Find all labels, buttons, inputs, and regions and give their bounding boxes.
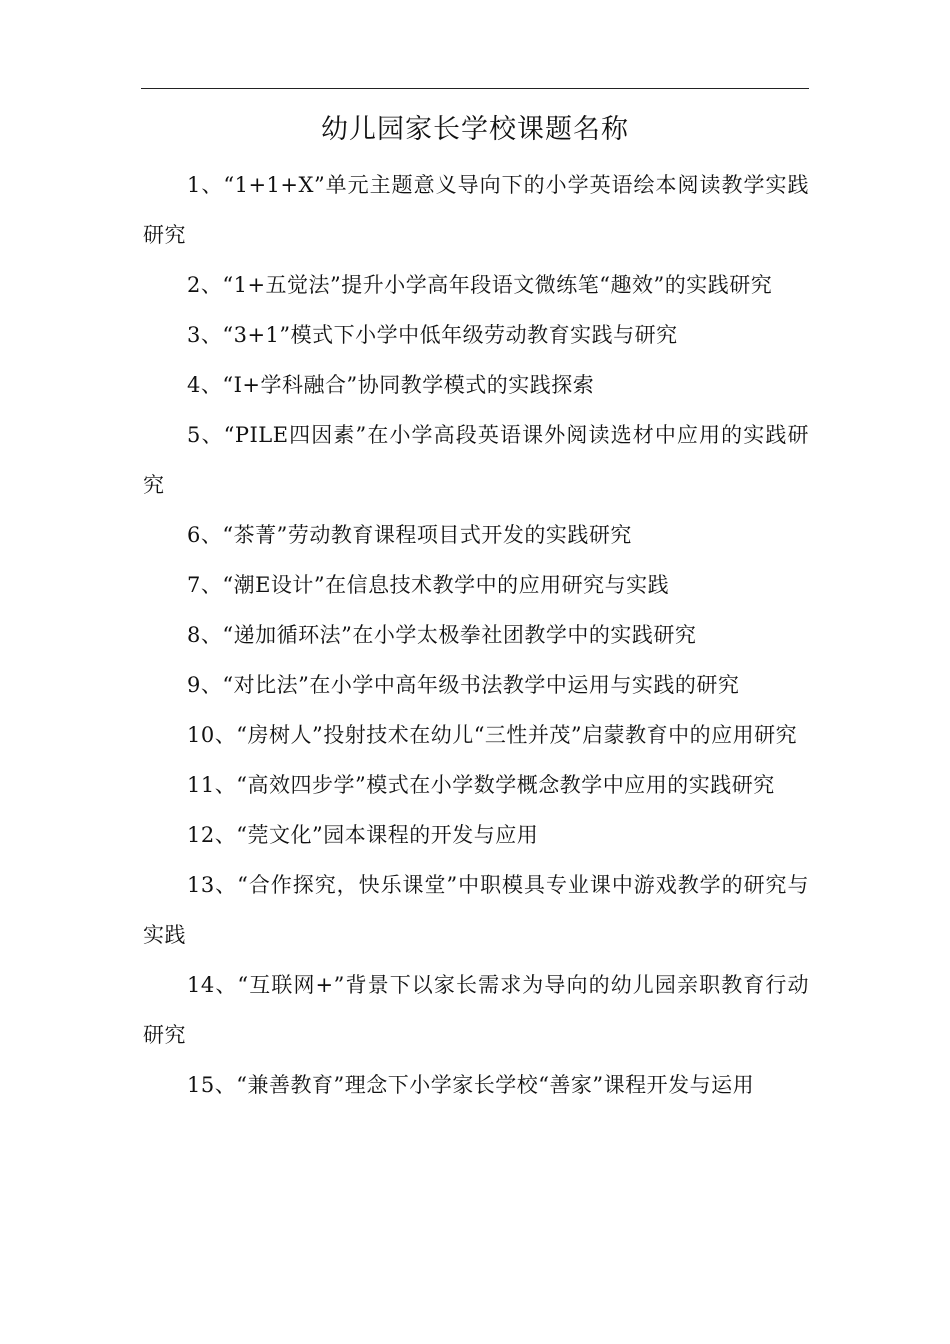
list-item: 12、“莞文化”园本课程的开发与应用 [187, 823, 539, 847]
list-item: 14、“互联网+”背景下以家长需求为导向的幼儿园亲职教育行动研究 [143, 973, 809, 1047]
list-item: 1、“1+1+X”单元主题意义导向下的小学英语绘本阅读教学实践研究 [143, 173, 809, 247]
list-item: 4、“I+学科融合”协同教学模式的实践探索 [187, 373, 595, 397]
list-item: 11、“高效四步学”模式在小学数学概念教学中应用的实践研究 [187, 773, 775, 797]
list-item: 2、“1+五觉法”提升小学高年段语文微练笔“趣效”的实践研究 [187, 273, 773, 297]
list-item: 6、“茶菁”劳动教育课程项目式开发的实践研究 [187, 523, 632, 547]
list-item: 9、“对比法”在小学中高年级书法教学中运用与实践的研究 [187, 673, 740, 697]
list-item: 3、“3+1”模式下小学中低年级劳动教育实践与研究 [187, 323, 678, 347]
document-title: 幼儿园家长学校课题名称 [321, 114, 629, 145]
list-item: 5、“PILE四因素”在小学高段英语课外阅读选材中应用的实践研究 [143, 423, 809, 497]
list-item: 8、“递加循环法”在小学太极拳社团教学中的实践研究 [187, 623, 697, 647]
list-item: 10、“房树人”投射技术在幼儿“三性并茂”启蒙教育中的应用研究 [187, 723, 798, 747]
list-item: 7、“潮E设计”在信息技术教学中的应用研究与实践 [187, 573, 670, 597]
header-rule [141, 88, 809, 89]
topic-list [143, 160, 809, 1110]
list-item: 13、“合作探究，快乐课堂”中职模具专业课中游戏教学的研究与实践 [143, 873, 809, 947]
list-item: 15、“兼善教育”理念下小学家长学校“善家”课程开发与运用 [187, 1073, 755, 1097]
